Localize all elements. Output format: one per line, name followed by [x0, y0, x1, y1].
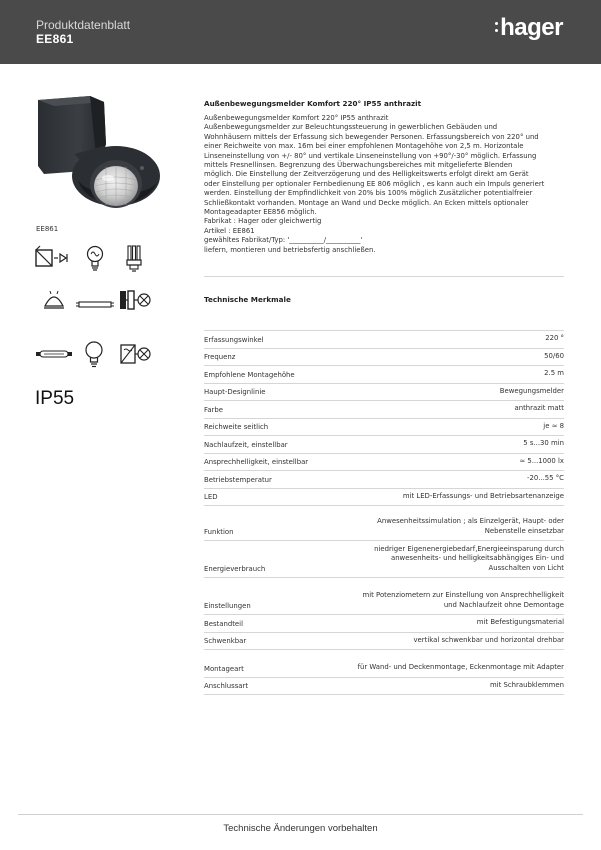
- footer-note: Technische Änderungen vorbehalten: [223, 823, 378, 834]
- spec-key: LED: [204, 493, 218, 501]
- spec-value: 5 s...30 min: [523, 439, 564, 447]
- description-line: Wohnhäusern mittels der Erfassung sich bewegender Personen. Erfassungsbereich von 220° und: [204, 132, 539, 141]
- spec-key: Montageart: [204, 664, 244, 673]
- spec-row: [204, 489, 564, 507]
- spec-key: Reichweite seitlich: [204, 423, 269, 431]
- bulb-icon: [84, 340, 104, 370]
- product-description: [204, 114, 564, 255]
- spec-value: für Wand- und Deckenmontage, Eckenmontage mit Adapter: [357, 663, 564, 671]
- spec-key: Einstellungen: [204, 602, 251, 610]
- spec-value: 2.5 m: [544, 369, 564, 377]
- spec-value: anthrazit matt: [514, 404, 564, 412]
- document-id: EE861: [36, 32, 74, 46]
- spec-row: [204, 578, 564, 615]
- spec-row: [204, 615, 564, 633]
- spec-value: niedriger Eigenenergiebedarf,Energieeinsparung durch anwesenheits- und helligkeitsabhängiges Ein- und Ausschalten von Licht: [374, 544, 564, 572]
- spec-value: -20...55 °C: [526, 474, 564, 482]
- electronic-transformer-lamp-icon: [118, 342, 152, 366]
- page-header: [0, 0, 601, 64]
- spec-value: 50/60: [544, 351, 564, 360]
- description-line: Linseneinstellung von +/- 80° und vertikale Linseneinstellung von +90°/-30° möglich. Erfassung: [204, 151, 537, 160]
- article-label: EE861: [36, 225, 59, 233]
- spec-value: je ≈ 8: [543, 421, 564, 430]
- spec-row: [204, 471, 564, 489]
- spec-key: Ansprechhelligkeit, einstellbar: [204, 458, 309, 466]
- spec-value: mit Schraubklemmen: [489, 680, 564, 689]
- fluorescent-tube-icon: [76, 298, 114, 312]
- spec-value: mit Befestigungsmaterial: [476, 618, 564, 626]
- description-line: Fabrikat : Hager oder gleichwertig: [204, 217, 322, 226]
- halogen-rod-icon: [36, 348, 72, 360]
- spec-key: Funktion: [204, 528, 234, 536]
- spec-row: [204, 633, 564, 651]
- spec-value: Anwesenheitssimulation ; als Einzelgerät, Haupt- oder Nebenstelle einsetzbar: [377, 517, 564, 535]
- transformer-lamp-icon: [118, 288, 152, 312]
- ip-rating: IP55: [35, 388, 75, 409]
- description-line: Außenbewegungsmelder zur Beleuchtungssteuerung in gewerblichen Gebäuden und: [204, 123, 498, 132]
- spec-row: [204, 454, 564, 472]
- spec-row: [204, 506, 564, 541]
- incandescent-bulb-icon: [84, 244, 106, 274]
- description-line: gewähltes Fabrikat/Typ: '__________/__________': [204, 236, 363, 245]
- spec-value: mit Potenziometern zur Einstellung von Ansprechhelligkeit und Nachlaufzeit ohne Demontage: [362, 591, 564, 609]
- spec-row: [204, 401, 564, 419]
- spec-key: Schwenkbar: [204, 637, 247, 645]
- description-line: werden. Einstellung der Empfindlichkeit von 20% bis 100% möglich Zusätzlicher potentialfreier: [204, 189, 533, 198]
- description-line: möglich. Die Einstellung der Zeitverzögerung und des Helligkeitswerts erfolgt direkt am Gerät: [204, 170, 529, 179]
- product-image: [34, 96, 164, 216]
- spec-table: [204, 331, 564, 695]
- spec-key: Farbe: [204, 405, 223, 414]
- spec-row: [204, 419, 564, 437]
- spec-value: ≈ 5...1000 lx: [519, 456, 564, 465]
- description-line: oder Einstellung per optionaler Fernbedienung EE 806 möglich , es kann auch ein Impuls generiert: [204, 179, 545, 188]
- spec-row: [204, 331, 564, 349]
- divider: [204, 276, 564, 277]
- spec-value: mit LED-Erfassungs- und Betriebsartenanzeige: [402, 491, 564, 500]
- hager-logo: [495, 14, 563, 42]
- spec-row: [204, 678, 564, 696]
- tech-section-title: Technische Merkmale: [204, 295, 291, 304]
- spec-row: [204, 541, 564, 578]
- spec-value: 220 °: [545, 334, 564, 342]
- spec-key: Nachlaufzeit, einstellbar: [204, 440, 288, 449]
- description-line: einer Reichweite von max. 16m bei einer empfohlenen Montagehöhe von 2,5 m. Horizontale: [204, 142, 524, 151]
- spec-key: Anschlussart: [204, 682, 249, 690]
- spec-row: [204, 436, 564, 454]
- description-line: Artikel : EE861: [204, 226, 255, 235]
- spec-row: [204, 650, 564, 678]
- sensor-switch-icon: [34, 244, 70, 274]
- spec-key: Erfassungswinkel: [204, 335, 264, 344]
- description-line: mittels Fresnellinsen. Begrenzung des Überwachungsbereiches mit mitgelieferte Blenden: [204, 161, 513, 170]
- spec-value: Bewegungsmelder: [499, 386, 564, 395]
- description-line: Außenbewegungsmelder Komfort 220° IP55 anthrazit: [204, 114, 389, 122]
- description-line: Montageadapter EE856 möglich.: [204, 208, 317, 217]
- logo-text: hager: [500, 14, 563, 41]
- description-line: Schließkontakt vorhanden. Montage an Wand und Decke möglich. An Ecken mittels optionaler: [204, 198, 529, 207]
- spec-row: [204, 384, 564, 402]
- spec-value: vertikal schwenkbar und horizontal drehbar: [413, 635, 564, 644]
- spec-key: Betriebstemperatur: [204, 475, 272, 484]
- footer-divider: [18, 814, 583, 815]
- description-line: liefern, montieren und betriebsfertig anschließen.: [204, 245, 376, 254]
- product-title: Außenbewegungsmelder Komfort 220° IP55 anthrazit: [204, 99, 422, 108]
- spec-key: Frequenz: [204, 353, 236, 361]
- spec-row: [204, 349, 564, 367]
- document-type: Produktdatenblatt: [36, 18, 131, 32]
- spec-key: Energieverbrauch: [204, 565, 266, 573]
- energy-saving-lamp-icon: [124, 244, 144, 274]
- logo-mark-icon: [495, 18, 498, 36]
- spec-key: Bestandteil: [204, 619, 243, 628]
- spec-key: Haupt-Designlinie: [204, 388, 266, 396]
- spec-row: [204, 366, 564, 384]
- halogen-reflector-icon: [42, 290, 66, 310]
- spec-key: Empfohlene Montagehöhe: [204, 370, 295, 379]
